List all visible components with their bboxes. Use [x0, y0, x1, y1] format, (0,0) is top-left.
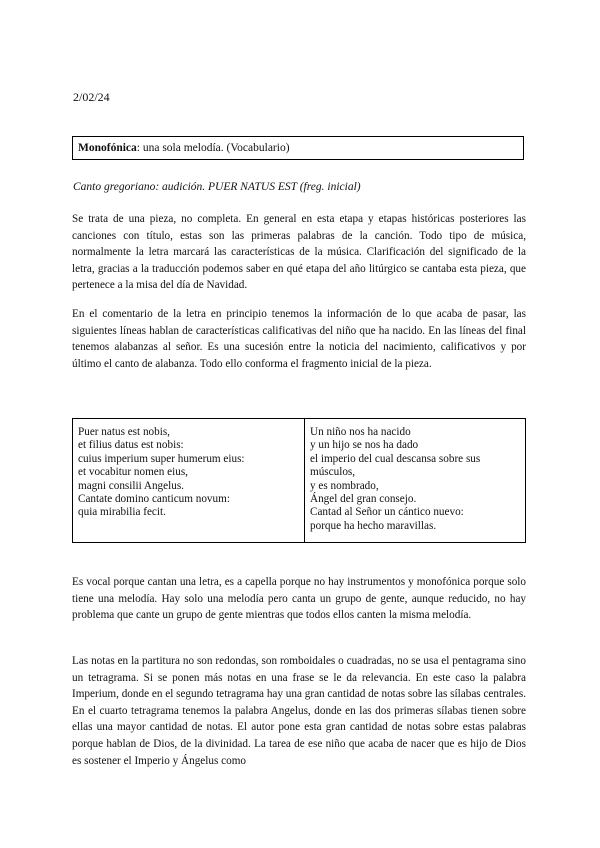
- definition-text: : una sola melodía. (Vocabulario): [136, 142, 290, 154]
- latin-line: Puer natus est nobis,: [78, 426, 170, 438]
- spanish-line: músculos,: [310, 466, 356, 479]
- latin-lyrics-cell: [73, 419, 305, 543]
- latin-line: et filius datus est nobis:: [78, 439, 184, 452]
- lyrics-table: [72, 418, 526, 543]
- spanish-line: el imperio del cual descansa sobre sus: [310, 452, 481, 465]
- latin-line: cuius imperium super humerum eius:: [78, 452, 245, 465]
- document-date: 2/02/24: [73, 90, 110, 104]
- latin-line: quia mirabilia fecit.: [78, 506, 166, 519]
- spanish-line: Cantad al Señor un cántico nuevo:: [310, 506, 464, 519]
- paragraph-vocal-description: Es vocal porque cantan una letra, es a capella porque no hay instrumentos y monofónica porque solo tiene una melodía. Hay solo una melodía pero canta un grupo de gente, aunque reducido, no hay problema que cante un grupo de gente mientras que todos ellos canten la misma melodía.: [72, 576, 526, 622]
- spanish-line: y es nombrado,: [310, 479, 379, 492]
- definition-term: Monofónica: [78, 142, 137, 154]
- spanish-lyrics-cell: [305, 419, 526, 543]
- latin-line: Cantate domino canticum novum:: [78, 493, 230, 506]
- spanish-line: Ángel del gran consejo.: [310, 493, 417, 506]
- spanish-line: porque ha hecho maravillas.: [310, 519, 437, 532]
- definition-box: [72, 136, 524, 160]
- latin-line: magni consilii Angelus.: [78, 479, 184, 492]
- section-subtitle: Canto gregoriano: audición. PUER NATUS EST (freg. inicial): [73, 181, 361, 193]
- spanish-line: y un hijo se nos ha dado: [310, 439, 419, 452]
- spanish-line: Un niño nos ha nacido: [310, 426, 411, 438]
- paragraph-intro: Se trata de una pieza, no completa. En general en esta etapa y etapas históricas posteriores las canciones con título, estas son las primeras palabras de la canción. Todo tipo de música, normalmente la letra marcará las características de la música. Clarificación del significado de la letra, gracias a la traducción podemos saber en qué etapa del año litúrgico se cantaba esta pieza, que pertenece a la misa del día de Navidad.: [72, 213, 526, 292]
- paragraph-notation: Las notas en la partitura no son redondas, son romboidales o cuadradas, no se usa el pentagrama sino un tetragrama. Si se ponen más notas en una frase se le da relevancia. En este caso la palabra Imperium, donde en el segundo tetragrama hay una gran cantidad de notas sobre las sílabas centrales. En el cuarto tetragrama tenemos la palabra Angelus, donde en las dos primeras sílabas tienen sobre ellas una mayor cantidad de notas. El autor pone esta gran cantidad de notas sobre estas palabras porque hablan de Dios, de la divinidad. La tarea de ese niño que acaba de nacer que es hijo de Dios es sostener el Imperio y Ángelus como: [72, 655, 526, 767]
- paragraph-lyrics-commentary: En el comentario de la letra en principio tenemos la información de lo que acaba de pasar, las siguientes líneas hablan de características calificativas del niño que ha nacido. En las líneas del final tenemos alabanzas al señor. Es una sucesión entre la noticia del nacimiento, calificativos y por último el canto de alabanza. Todo ello conforma el fragmento inicial de la pieza.: [72, 308, 526, 370]
- latin-line: et vocabitur nomen eius,: [78, 466, 188, 479]
- lyrics-row: [73, 419, 526, 543]
